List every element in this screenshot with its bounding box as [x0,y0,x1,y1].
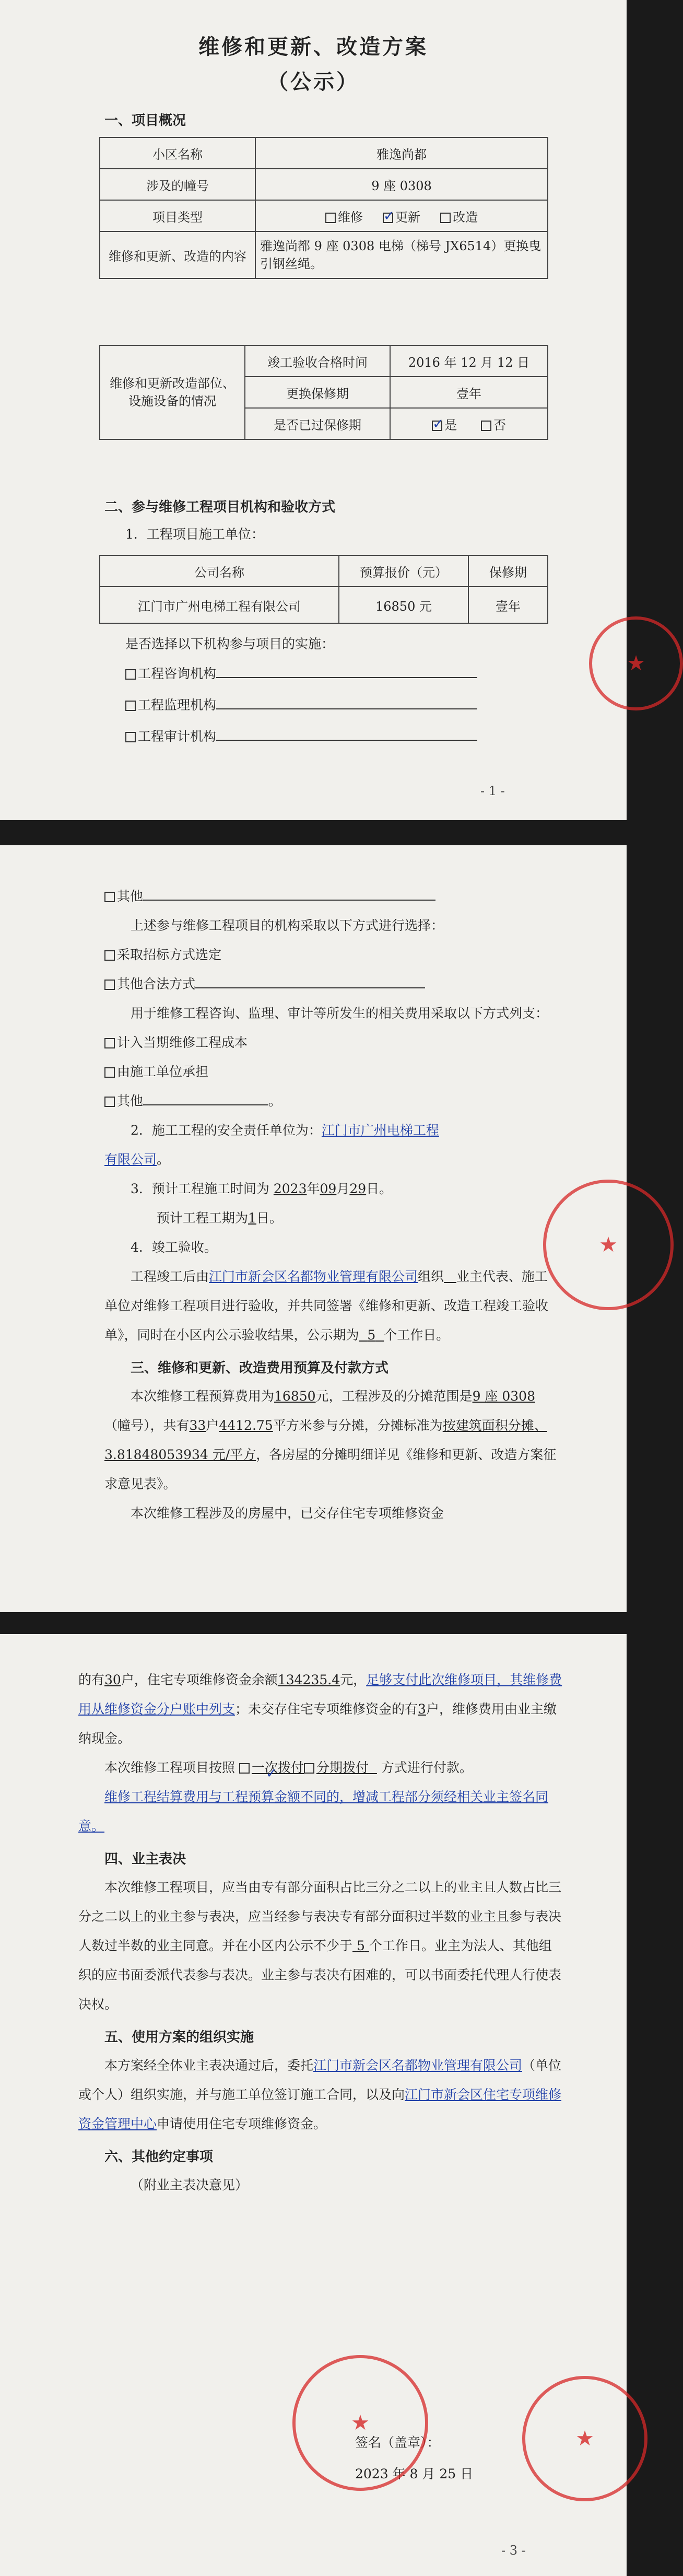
blank-line[interactable] [143,1104,268,1105]
budget-text: 户 [206,1418,219,1433]
checkbox-pay-once[interactable] [239,1763,250,1774]
fund-unpaid: 3 [418,1701,426,1717]
content-label: 维修和更新、改造的内容 [100,231,255,278]
time-prefix: 3．预计工程施工时间为 [131,1181,269,1196]
document-page-1 [0,0,645,820]
period-prefix: 预计工程工期为 [157,1210,249,1226]
safety-suffix: 。 [157,1152,170,1167]
acceptance-text: 业主代表、施工单位对维修工程项目进行验收，并共同签署《维修和更新、改造工程竣工验收单》，同时在小区内公示验收结果，公示期为 [104,1269,549,1343]
budget-paragraph [104,1382,559,1499]
acceptance-text: 工程竣工后由 [131,1269,209,1284]
safety-prefix: 2．施工工程的安全责任单位为： [131,1123,322,1138]
item-1-heading: 1．工程项目施工单位： [125,527,264,542]
type-option-label: 改造 [453,209,478,225]
type-option-label: 更新 [395,209,420,225]
institution-option [125,659,477,689]
company-seal-stamp: ★ [543,1180,674,1310]
acceptance-paragraph [104,1262,559,1350]
document-title: 维修和更新、改造方案 [198,34,428,59]
construction-time [104,1174,559,1204]
budget-standard: 按建筑面积分摊、3.81848053934 元/平方 [104,1418,547,1462]
building-label: 涉及的幢号 [100,169,255,200]
budget-households: 33 [189,1418,206,1433]
period-suffix: 日。 [256,1210,282,1226]
section-1-heading: 一、项目概况 [104,113,186,129]
expired-options [390,408,548,439]
checkbox-pay-installments[interactable] [304,1763,314,1774]
contractor-company: 江门市广州电梯工程有限公司 [100,587,339,623]
section-3-heading: 三、维修和更新、改造费用预算及付款方式 [131,1360,389,1376]
period-value: 1 [248,1210,256,1226]
acceptance-heading: 4．竣工验收。 [131,1240,217,1255]
institution-option [125,722,477,751]
blank-line[interactable] [143,900,435,901]
fee-option-label: 由施工单位承担 [117,1064,209,1079]
vote-text: 本次维修工程项目，应当由专有部分面积占比三分之二以上的业主且人数占比三分之二以上的业主参与表决，应当经参与表决专有部分面积过半数的业主且参与表决人数过半数的业主同意。并在小区内公示不少于 [78,1880,562,1953]
select-option-label: 采取招标方式选定 [117,947,222,962]
select-intro: 上述参与维修工程项目的机构采取以下方式进行选择： [131,918,444,933]
institution-label: 工程监理机构 [138,697,217,713]
implementation-paragraph [78,2051,564,2139]
acceptance-text: 组织 [418,1269,444,1284]
checkbox-maintenance[interactable] [325,213,336,223]
page-number: - 1 - [480,784,505,798]
time-sep: 年 [307,1181,320,1196]
blank-line[interactable] [216,740,477,741]
company-seal-stamp: ★ [292,2355,428,2491]
institution-option [125,691,477,720]
checkbox-expired-no[interactable] [481,421,491,431]
institution-label: 工程咨询机构 [138,666,217,681]
other-institution [104,882,559,911]
fee-intro: 用于维修工程咨询、监理、审计等所发生的相关费用采取以下方式列支： [131,1006,549,1021]
fund-paragraph-start: 本次维修工程涉及的房屋中，已交存住宅专项维修资金 [131,1506,444,1521]
signature-label: 签名（盖章）： [355,2435,440,2450]
safety-unit [104,1116,559,1145]
fund-text: 户，住宅专项维修资金余额 [121,1672,278,1687]
document-subtitle: （公示） [267,69,359,94]
impl-text: 申请使用住宅专项维修资金。 [157,2116,327,2131]
construction-period [104,1204,559,1233]
checkbox-bidding[interactable] [104,950,115,961]
checkbox-supervision[interactable] [125,701,136,711]
fund-text: ；未交存住宅专项维修资金的有 [235,1701,418,1717]
vote-days: 5 [356,1938,365,1953]
checkbox-consulting[interactable] [125,669,136,680]
contractor-price-header: 预算报价（元） [339,555,468,587]
blank-line[interactable] [216,708,477,709]
payment-paragraph [78,1753,564,1782]
safety-unit-name: 江门市广州电梯工程 [321,1123,439,1138]
acceptance-date-value: 2016 年 12 月 12 日 [390,345,548,377]
impl-text: 本方案经全体业主表决通过后，委托 [104,2058,314,2073]
select-option-label: 其他合法方式 [117,976,196,992]
section-4-heading: 四、业主表决 [104,1851,186,1867]
fee-option [104,1057,559,1087]
adjustment-text: 维修工程结算费用与工程预算金额不同的，增减工程部分须经相关业主签名同意。 [78,1789,549,1834]
company-seal-stamp: ★ [589,616,683,710]
signature-date: 2023 年 8 月 25 日 [355,2466,474,2481]
section-5-heading: 五、使用方案的组织实施 [104,2030,254,2045]
building-value: 9 座 0308 [255,169,548,200]
checkbox-contractor-bears[interactable] [104,1067,115,1078]
contractor-company-header: 公司名称 [100,555,339,587]
fund-text: 的有 [78,1672,105,1687]
budget-text: 本次维修工程预算费用为 [131,1389,275,1404]
attachment-note: （附业主表决意见） [131,2177,249,2193]
fund-text: 元， [340,1672,367,1687]
fund-text: 户，维修费用由业主缴纳现金。 [78,1701,557,1746]
expired-label: 是否已过保修期 [245,408,390,439]
overview-table [99,137,548,279]
impl-company: 江门市新会区名都物业管理有限公司 [313,2058,523,2073]
checkbox-other-institution[interactable] [104,892,115,902]
contractor-price: 16850 元 [339,587,468,623]
checkbox-audit[interactable] [125,732,136,742]
blank-line[interactable] [216,677,477,678]
vote-paragraph [78,1873,564,2019]
budget-area: 4412.75 [219,1418,273,1433]
vote-text: 个工作日。业主为法人、其他组织的应书面委派代表参与表决。业主参与表决有困难的，可以书面委托代理人行使表决权。 [78,1938,562,2012]
checkbox-cost-included[interactable] [104,1038,115,1048]
time-sep: 月 [336,1181,350,1196]
community-value: 雅逸尚都 [255,137,548,169]
budget-text: ，各房屋的分摊明细详见《维修和更新、改造方案征求意见表》。 [104,1447,557,1491]
impl-center: 江门市新会区住宅专项维修资金管理中心 [78,2087,562,2131]
type-option-label: 维修 [337,209,363,225]
blank-line[interactable] [195,987,425,988]
impl-text: （单位或个人）组织实施，并与施工单位签订施工合同，以及向 [78,2058,562,2102]
acceptance-company: 江门市新会区名都物业管理有限公司 [209,1269,418,1284]
checkbox-renovation[interactable] [440,213,451,223]
checkbox-update[interactable] [383,213,393,223]
section-6-heading: 六、其他约定事项 [104,2149,214,2165]
pay-option-once: 一次拨付 [251,1760,304,1775]
page-number: - 3 - [501,2543,526,2558]
safety-unit-continued [104,1145,559,1174]
acceptance-days: 5 [367,1327,376,1343]
fee-option: 其他 。 [104,1087,559,1116]
checkbox-fee-other[interactable] [104,1097,115,1107]
institution-intro: 是否选择以下机构参与项目的实施： [125,636,335,651]
expired-yes-label: 是 [444,417,457,433]
time-suffix: 日。 [366,1181,393,1196]
other-label: 其他 [117,889,144,904]
fee-option [104,1028,559,1057]
fee-option-label: 计入当期维修工程成本 [117,1035,248,1050]
content-value: 雅逸尚都 9 座 0308 电梯（梯号 JX6514）更换曳引钢丝绳。 [255,231,548,278]
time-month: 09 [320,1181,337,1196]
budget-amount: 16850 [274,1389,316,1404]
facility-table [99,345,548,440]
facility-label: 维修和更新改造部位、设施设备的情况 [100,345,245,439]
fund-balance: 134235.4 [277,1672,340,1687]
time-year: 2023 [273,1181,307,1196]
budget-range: 9 座 0308 [472,1389,535,1404]
contractor-warranty: 壹年 [468,587,548,623]
select-option [104,970,559,999]
fund-households: 30 [104,1672,121,1687]
document-page-2 [0,845,627,1612]
pay-option-installments: 分期拨付 [316,1760,369,1775]
checkbox-expired-yes[interactable] [432,421,442,431]
expired-no-label: 否 [493,417,506,433]
warranty-label: 更换保修期 [245,377,390,408]
payment-text: 方式进行付款。 [381,1760,473,1775]
warranty-value: 壹年 [390,377,548,408]
acceptance-text: 个工作日。 [384,1327,450,1343]
acceptance-date-label: 竣工验收合格时间 [245,345,390,377]
payment-text: 本次维修工程项目按照 [104,1760,235,1775]
contractor-table [99,555,548,624]
fund-paragraph [78,1665,564,1753]
community-label: 小区名称 [100,137,255,169]
document-page-3 [0,1634,627,2576]
budget-text: （幢号），共有 [104,1418,190,1433]
contractor-warranty-header: 保修期 [468,555,548,587]
budget-text: 元，工程涉及的分摊范围是 [315,1389,473,1404]
type-options [255,200,548,231]
adjustment-paragraph [78,1782,564,1841]
fund-enough: 足够支付此次维修项目，其维修费用从维修资金分户账中列支 [78,1672,562,1717]
section-2-heading: 二、参与维修工程项目机构和验收方式 [104,499,336,515]
select-option [104,940,559,970]
checkbox-other-legal[interactable] [104,980,115,990]
institution-label: 工程审计机构 [138,729,217,744]
safety-unit-name-cont: 有限公司 [104,1152,157,1167]
time-day: 29 [349,1181,367,1196]
company-seal-stamp: ★ [522,2376,647,2501]
type-label: 项目类型 [100,200,255,231]
fee-option-label: 其他 [117,1093,144,1109]
budget-text: 平方米参与分摊，分摊标准为 [273,1418,443,1433]
